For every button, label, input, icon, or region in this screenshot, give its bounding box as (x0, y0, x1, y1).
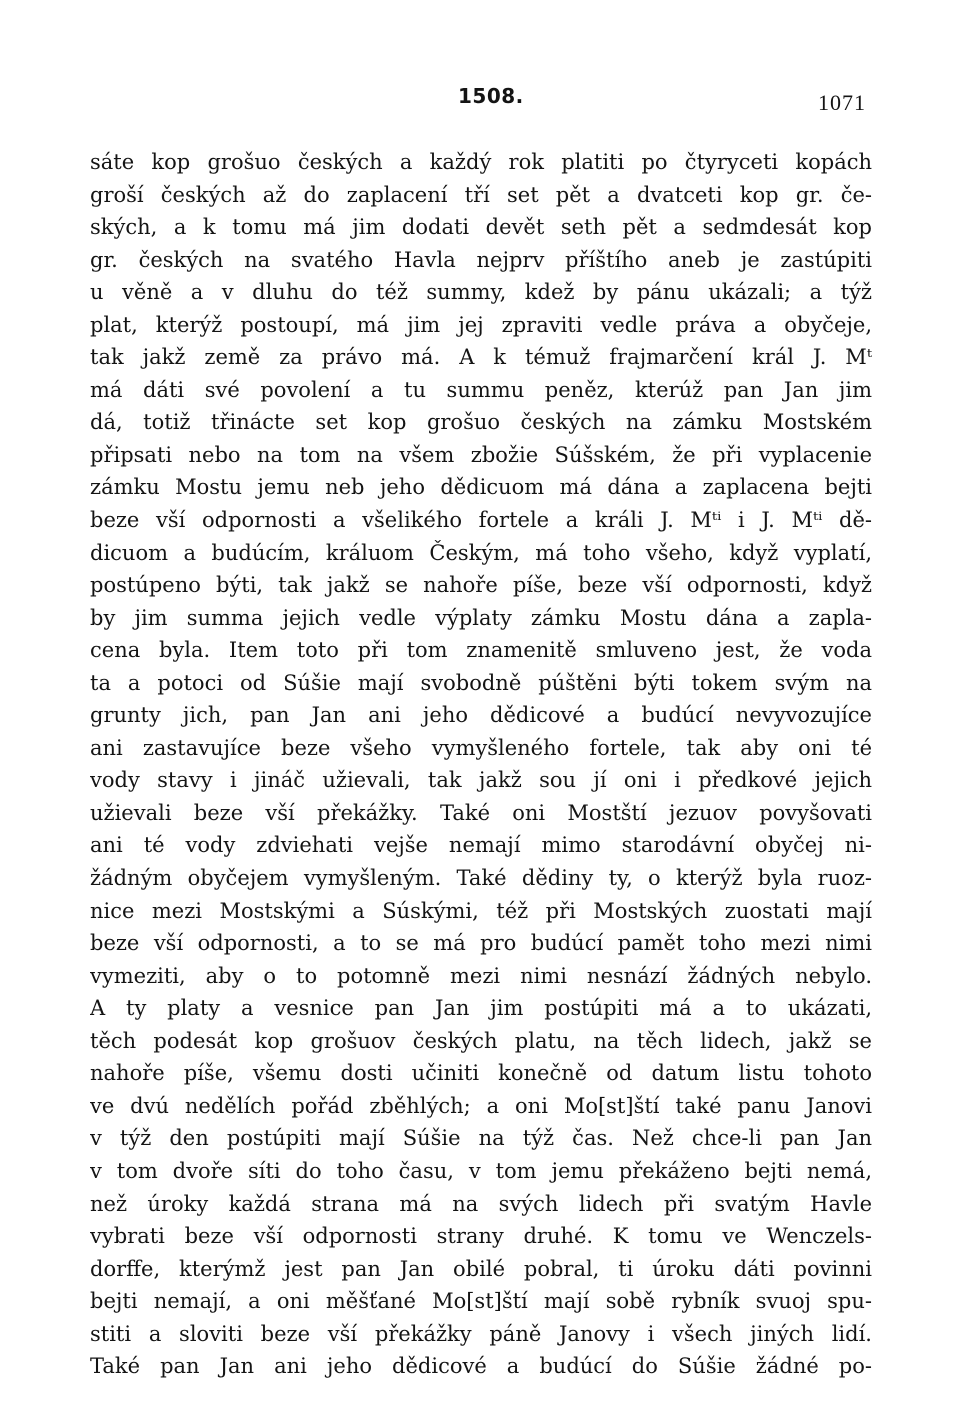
text-line: vody stavy i jináč užievali, tak jakž sou jí oni i předkové jejich (90, 768, 872, 793)
text-line: u věně a v dluhu do též summy, kdež by pánu ukázali; a týž (90, 280, 872, 305)
text-line: plat, kterýž postoupí, má jim jej zpraviti vedle práva a obyčeje, (90, 312, 872, 337)
text-line: v týž den postúpiti mají Súšie na týž čas. Než chce-li pan Jan (90, 1126, 872, 1151)
text-line: dá, totiž třinácte set kop grošuo českých na zámku Mostském (90, 410, 872, 435)
text-line: tak jakž země za právo má. A k témuž frajmarčení král J. Mᵗ (90, 345, 872, 370)
text-line: dicuom a budúcím, králuom Českým, má toho všeho, když vyplatí, (90, 540, 872, 565)
text-line: ani zastavujíce beze všeho vymyšleného fortele, tak aby oni té (90, 735, 872, 760)
text-line: vymeziti, aby o to potomně mezi nimi nesnází žádných nebylo. (90, 963, 872, 988)
text-line: postúpeno býti, tak jakž se nahoře píše, beze vší odpornosti, když (90, 573, 872, 598)
text-line: A ty platy a vesnice pan Jan jim postúpiti má a to ukázati, (90, 996, 872, 1021)
page-header (0, 84, 960, 114)
text-line: grunty jich, pan Jan ani jeho dědicové a budúcí nevyvozujíce (90, 703, 872, 728)
text-line: těch podesát kop grošuov českých platu, na těch lidech, jakž se (90, 1028, 872, 1053)
text-line: vybrati beze vší odpornosti strany druhé. K tomu ve Wenczels- (90, 1224, 872, 1249)
text-line: ta a potoci od Súšie mají svobodně púštěni býti tokem svým na (90, 670, 872, 695)
text-line: ve dvú nedělích pořád zběhlých; a oni Mo[st]ští také panu Janovi (90, 1093, 872, 1118)
text-line: ských, a k tomu má jim dodati devět seth pět a sedmdesát kop (90, 215, 872, 240)
text-line: Také pan Jan ani jeho dědicové a budúcí do Súšie žádné po- (90, 1354, 872, 1379)
text-line: sáte kop grošuo českých a každý rok platiti po čtyryceti kopách (90, 150, 872, 174)
text-line: žádným obyčejem vymyšleným. Také dědiny ty, o kterýž byla ruoz- (90, 866, 872, 891)
text-line: nice mezi Mostskými a Súskými, též při Mostských zuostati mají (90, 898, 872, 923)
text-line: bejti nemají, a oni měšťané Mo[st]ští mají sobě rybník svuoj spu- (90, 1289, 872, 1314)
text-line: cena byla. Item toto při tom znamenitě smluveno jest, že voda (90, 638, 872, 663)
text-line: groší českých až do zaplacení tří set pět a dvatceti kop gr. če- (90, 182, 872, 207)
text-line: beze vší odpornosti, a to se má pro budúcí pamět toho mezi nimi (90, 931, 872, 956)
text-line: užievali beze vší překážky. Také oni Mostští jezuov povyšovati (90, 800, 872, 825)
running-head-year: 1508. (458, 84, 524, 108)
page-number: 1071 (818, 90, 866, 115)
text-line: stiti a sloviti beze vší překážky páně Janovy i všech jiných lidí. (90, 1321, 872, 1346)
text-line: než úroky každá strana má na svých lidech při svatým Havle (90, 1191, 872, 1216)
text-line: v tom dvoře síti do toho času, v tom jemu překáženo bejti nemá, (90, 1158, 872, 1183)
text-line: dorffe, kterýmž jest pan Jan obilé pobral, ti úroku dáti povinni (90, 1256, 872, 1281)
text-line: by jim summa jejich vedle výplaty zámku Mostu dána a zapla- (90, 605, 872, 630)
text-line: připsati nebo na tom na všem zbožie Súšském, že při vyplacenie (90, 442, 872, 467)
text-line: gr. českých na svatého Havla nejprv příštího aneb je zastúpiti (90, 247, 872, 272)
body-text (90, 146, 872, 1383)
text-line: nahoře píše, všemu dosti učiniti konečně od datum listu tohoto (90, 1061, 872, 1086)
text-line: beze vší odpornosti a všelikého fortele a králi J. Mᵗⁱ i J. Mᵗⁱ dě- (90, 508, 872, 533)
text-line: má dáti své povolení a tu summu peněz, kterúž pan Jan jim (90, 377, 872, 402)
text-line: ani té vody zdviehati vejše nemají mimo starodávní obyčej ni- (90, 833, 872, 858)
text-line: zámku Mostu jemu neb jeho dědicuom má dána a zaplacena bejti (90, 475, 872, 500)
